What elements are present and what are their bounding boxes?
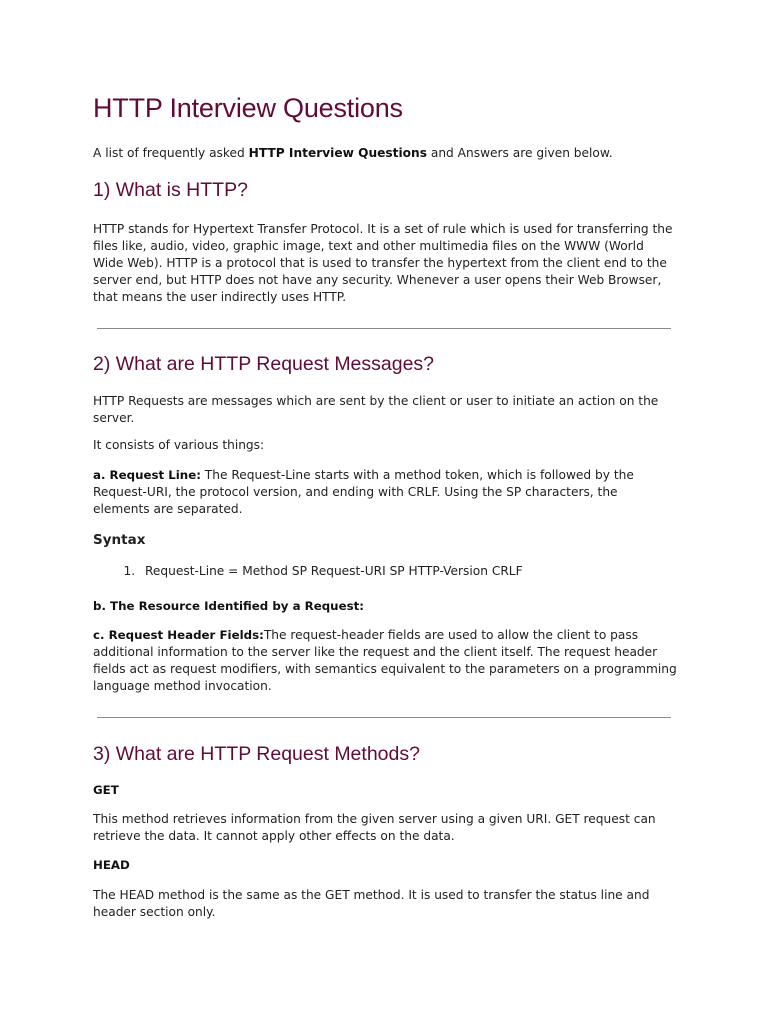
section-1-paragraph: HTTP stands for Hypertext Transfer Protocol. It is a set of rule which is used for transferring the files like, audio, video, graphic image, text and other multimedia files on the WWW (World Wide Web). HTTP is a protocol that is used to transfer the hypertext from the client end to the server end, but HTTP does not have any security. Whenever a user opens their Web Browser, that means the user indirectly uses HTTP. xyxy=(93,222,673,304)
item-text: The request-header fields are used to allow the client to pass additional information to the server like the request and the client itself. The request header fields act as request modifiers, with semantics equivalent to the parameters on a programming language method invocation. xyxy=(93,628,677,693)
item-label: a. Request Line: xyxy=(93,468,201,482)
item-label: b. The Resource Identified by a Request: xyxy=(93,599,364,613)
method-name-head: HEAD xyxy=(93,858,130,872)
section-3-heading: 3) What are HTTP Request Methods? xyxy=(93,743,420,765)
syntax-heading: Syntax xyxy=(93,532,146,548)
resource-item xyxy=(93,598,678,615)
intro-text-end: and Answers are given below. xyxy=(426,146,613,160)
method-description-get: This method retrieves information from the given server using a given URI. GET request can retrieve the data. It cannot apply other effects on the data. xyxy=(93,812,656,843)
method-description-head: The HEAD method is the same as the GET method. It is used to transfer the status line and header section only. xyxy=(93,888,650,919)
intro-bold-text: HTTP Interview Questions xyxy=(248,146,427,160)
method-name-get: GET xyxy=(93,783,119,797)
request-line-item xyxy=(93,467,678,518)
intro-text: A list of frequently asked xyxy=(93,146,249,160)
item-text: The Request-Line starts with a method token, which is followed by the Request-URI, the protocol version, and ending with CRLF. Using the SP characters, the elements are separated. xyxy=(93,468,634,516)
section-2-paragraph: HTTP Requests are messages which are sent by the client or user to initiate an action on the server. xyxy=(93,394,659,425)
request-header-item xyxy=(93,627,678,695)
section-2-heading: 2) What are HTTP Request Messages? xyxy=(93,353,435,375)
section-2-paragraph: It consists of various things: xyxy=(93,438,265,452)
divider xyxy=(97,328,671,329)
page-title: HTTP Interview Questions xyxy=(93,93,403,123)
syntax-line: 1. Request-Line = Method SP Request-URI SP HTTP-Version CRLF xyxy=(139,563,523,580)
item-label: c. Request Header Fields: xyxy=(93,628,264,642)
divider xyxy=(97,717,671,718)
intro-paragraph xyxy=(93,145,678,162)
section-1-heading: 1) What is HTTP? xyxy=(93,179,248,201)
syntax-list xyxy=(93,563,523,580)
